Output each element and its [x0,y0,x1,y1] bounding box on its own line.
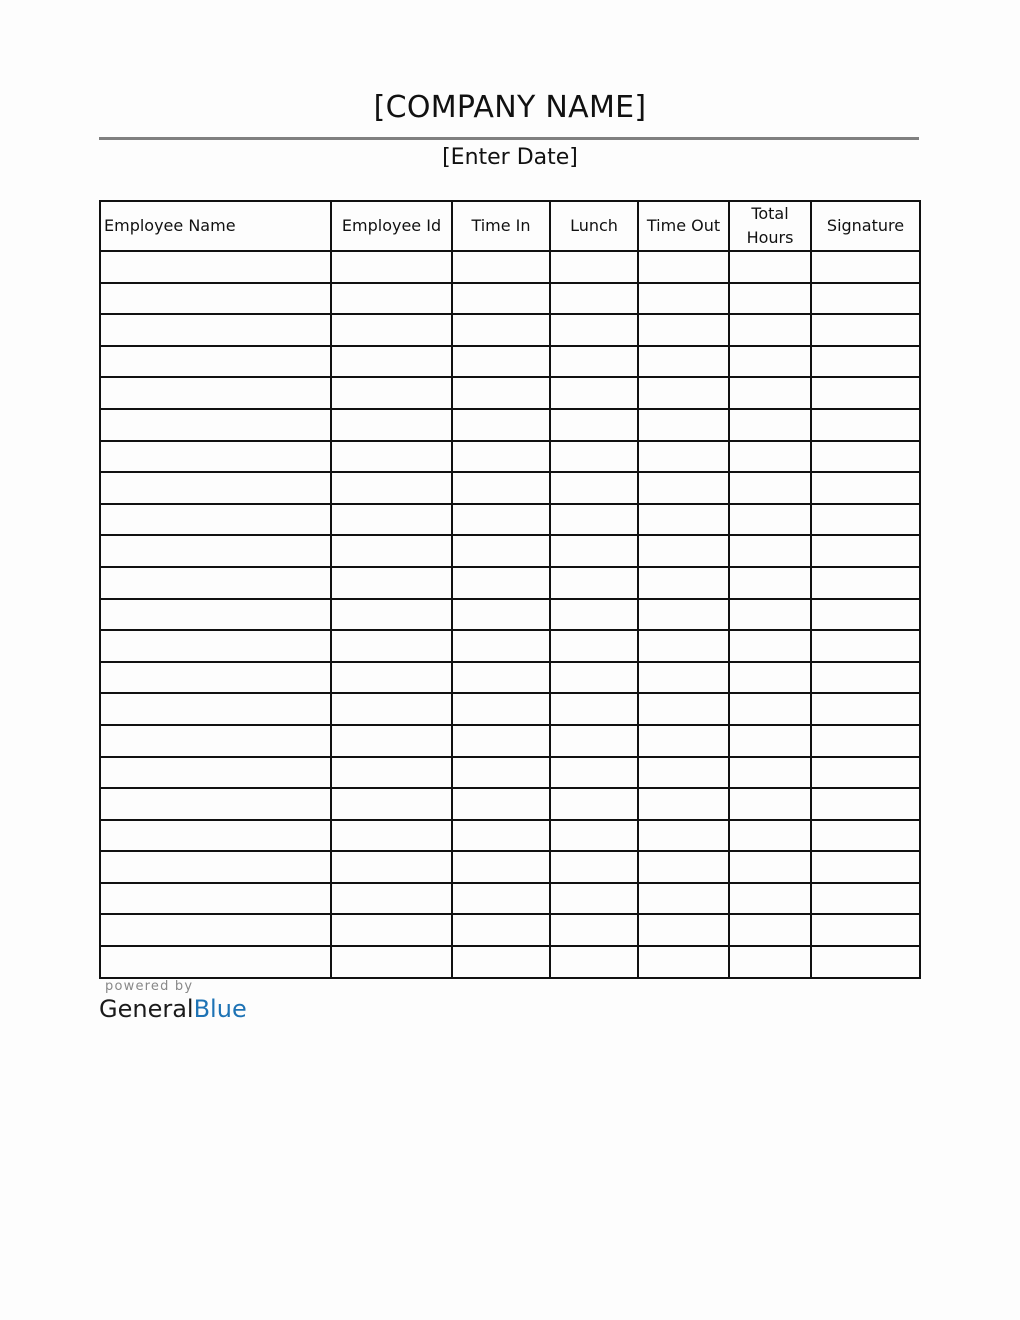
header-row [100,201,920,251]
cell-time-in[interactable] [452,346,550,378]
cell-employee-id[interactable] [331,409,452,441]
cell-time-out[interactable] [638,630,729,662]
cell-lunch[interactable] [550,441,638,473]
company-name: [COMPANY NAME] [373,90,647,125]
cell-employee-id[interactable] [331,472,452,504]
cell-total-hours[interactable] [729,946,811,978]
table-row [100,820,920,852]
cell-total-hours[interactable] [729,725,811,757]
cell-lunch[interactable] [550,757,638,789]
cell-time-out[interactable] [638,914,729,946]
table-row [100,599,920,631]
cell-employee-id[interactable] [331,377,452,409]
cell-lunch[interactable] [550,314,638,346]
cell-time-in[interactable] [452,757,550,789]
cell-signature[interactable] [811,820,920,852]
cell-employee-name[interactable] [100,409,331,441]
cell-time-out[interactable] [638,346,729,378]
cell-employee-id[interactable] [331,693,452,725]
cell-time-out[interactable] [638,314,729,346]
cell-time-out[interactable] [638,283,729,315]
cell-employee-id[interactable] [331,314,452,346]
cell-time-in[interactable] [452,662,550,694]
cell-employee-id[interactable] [331,851,452,883]
brand-general-text: General [99,995,194,1023]
date-field[interactable]: [Enter Date] [442,145,578,170]
cell-employee-id[interactable] [331,662,452,694]
cell-signature[interactable] [811,409,920,441]
cell-signature[interactable] [811,314,920,346]
cell-lunch[interactable] [550,251,638,283]
cell-total-hours[interactable] [729,251,811,283]
cell-signature[interactable] [811,441,920,473]
cell-time-out[interactable] [638,788,729,820]
cell-signature[interactable] [811,630,920,662]
cell-employee-name[interactable] [100,662,331,694]
cell-employee-name[interactable] [100,377,331,409]
cell-time-in[interactable] [452,725,550,757]
cell-time-in[interactable] [452,567,550,599]
cell-total-hours[interactable] [729,662,811,694]
cell-employee-id[interactable] [331,441,452,473]
cell-total-hours[interactable] [729,757,811,789]
cell-time-out[interactable] [638,662,729,694]
column-header-lunch: Lunch [550,201,638,251]
cell-employee-name[interactable] [100,820,331,852]
cell-signature[interactable] [811,788,920,820]
cell-signature[interactable] [811,251,920,283]
cell-time-in[interactable] [452,314,550,346]
table-row [100,409,920,441]
cell-signature[interactable] [811,567,920,599]
cell-employee-name[interactable] [100,630,331,662]
column-header-employee-id: Employee Id [331,201,452,251]
brand-blue-text: Blue [193,995,247,1023]
cell-lunch[interactable] [550,725,638,757]
cell-employee-name[interactable] [100,441,331,473]
cell-employee-name[interactable] [100,914,331,946]
cell-time-in[interactable] [452,914,550,946]
cell-time-out[interactable] [638,851,729,883]
cell-employee-name[interactable] [100,504,331,536]
cell-employee-name[interactable] [100,788,331,820]
cell-time-out[interactable] [638,599,729,631]
cell-employee-name[interactable] [100,693,331,725]
cell-lunch[interactable] [550,788,638,820]
cell-lunch[interactable] [550,409,638,441]
cell-employee-name[interactable] [100,346,331,378]
cell-time-in[interactable] [452,441,550,473]
cell-signature[interactable] [811,504,920,536]
cell-time-in[interactable] [452,599,550,631]
cell-time-out[interactable] [638,377,729,409]
cell-time-out[interactable] [638,535,729,567]
cell-signature[interactable] [811,599,920,631]
cell-lunch[interactable] [550,283,638,315]
table-row [100,757,920,789]
table-row [100,946,920,978]
cell-total-hours[interactable] [729,472,811,504]
cell-signature[interactable] [811,946,920,978]
cell-employee-id[interactable] [331,535,452,567]
cell-time-out[interactable] [638,757,729,789]
table-row [100,535,920,567]
cell-signature[interactable] [811,377,920,409]
cell-signature[interactable] [811,662,920,694]
cell-total-hours[interactable] [729,599,811,631]
cell-employee-id[interactable] [331,757,452,789]
column-header-time-out: Time Out [638,201,729,251]
cell-time-in[interactable] [452,820,550,852]
table-row [100,441,920,473]
column-header-signature: Signature [811,201,920,251]
cell-employee-name[interactable] [100,757,331,789]
cell-lunch[interactable] [550,693,638,725]
cell-time-in[interactable] [452,851,550,883]
cell-employee-name[interactable] [100,251,331,283]
cell-total-hours[interactable] [729,788,811,820]
cell-time-in[interactable] [452,788,550,820]
cell-signature[interactable] [811,851,920,883]
column-header-time-in: Time In [452,201,550,251]
cell-employee-name[interactable] [100,283,331,315]
cell-employee-id[interactable] [331,946,452,978]
cell-total-hours[interactable] [729,346,811,378]
table-row [100,662,920,694]
cell-lunch[interactable] [550,504,638,536]
cell-employee-id[interactable] [331,788,452,820]
table-row [100,693,920,725]
cell-employee-id[interactable] [331,283,452,315]
cell-employee-name[interactable] [100,535,331,567]
cell-employee-id[interactable] [331,725,452,757]
cell-time-in[interactable] [452,409,550,441]
table-row [100,914,920,946]
timesheet-body [100,251,920,978]
cell-total-hours[interactable] [729,504,811,536]
cell-time-in[interactable] [452,630,550,662]
table-row [100,788,920,820]
cell-time-out[interactable] [638,883,729,915]
cell-time-out[interactable] [638,409,729,441]
cell-time-out[interactable] [638,567,729,599]
table-row [100,251,920,283]
cell-lunch[interactable] [550,377,638,409]
cell-employee-name[interactable] [100,599,331,631]
cell-lunch[interactable] [550,820,638,852]
brand-wordmark [99,994,299,1024]
cell-time-in[interactable] [452,693,550,725]
cell-signature[interactable] [811,725,920,757]
cell-signature[interactable] [811,883,920,915]
cell-employee-name[interactable] [100,851,331,883]
cell-employee-id[interactable] [331,504,452,536]
cell-total-hours[interactable] [729,630,811,662]
cell-time-in[interactable] [452,472,550,504]
table-row [100,346,920,378]
cell-total-hours[interactable] [729,377,811,409]
cell-lunch[interactable] [550,662,638,694]
cell-time-out[interactable] [638,251,729,283]
table-row [100,567,920,599]
cell-lunch[interactable] [550,472,638,504]
table-row [100,630,920,662]
cell-total-hours[interactable] [729,283,811,315]
cell-signature[interactable] [811,693,920,725]
title-divider [99,137,919,140]
cell-time-out[interactable] [638,946,729,978]
table-row [100,283,920,315]
cell-total-hours[interactable] [729,314,811,346]
cell-time-out[interactable] [638,504,729,536]
cell-total-hours[interactable] [729,567,811,599]
cell-time-out[interactable] [638,820,729,852]
cell-total-hours[interactable] [729,914,811,946]
cell-time-out[interactable] [638,472,729,504]
column-header-employee-name: Employee Name [100,201,331,251]
table-row [100,377,920,409]
cell-employee-id[interactable] [331,251,452,283]
cell-signature[interactable] [811,914,920,946]
cell-signature[interactable] [811,283,920,315]
cell-total-hours[interactable] [729,820,811,852]
cell-lunch[interactable] [550,851,638,883]
cell-employee-name[interactable] [100,314,331,346]
cell-employee-id[interactable] [331,820,452,852]
cell-employee-id[interactable] [331,883,452,915]
table-row [100,504,920,536]
cell-lunch[interactable] [550,946,638,978]
timesheet-table [99,200,921,979]
cell-employee-id[interactable] [331,630,452,662]
cell-signature[interactable] [811,535,920,567]
cell-signature[interactable] [811,346,920,378]
cell-lunch[interactable] [550,914,638,946]
cell-time-out[interactable] [638,725,729,757]
cell-employee-id[interactable] [331,346,452,378]
cell-employee-name[interactable] [100,946,331,978]
table-row [100,314,920,346]
cell-employee-name[interactable] [100,883,331,915]
cell-employee-id[interactable] [331,567,452,599]
cell-signature[interactable] [811,472,920,504]
cell-lunch[interactable] [550,599,638,631]
cell-lunch[interactable] [550,883,638,915]
cell-employee-name[interactable] [100,567,331,599]
cell-time-in[interactable] [452,883,550,915]
cell-employee-name[interactable] [100,472,331,504]
cell-total-hours[interactable] [729,441,811,473]
table-row [100,851,920,883]
cell-time-in[interactable] [452,283,550,315]
cell-time-in[interactable] [452,535,550,567]
cell-time-in[interactable] [452,504,550,536]
cell-total-hours[interactable] [729,883,811,915]
cell-lunch[interactable] [550,567,638,599]
table-row [100,883,920,915]
cell-employee-id[interactable] [331,914,452,946]
cell-employee-id[interactable] [331,599,452,631]
table-row [100,725,920,757]
cell-total-hours[interactable] [729,693,811,725]
cell-time-in[interactable] [452,251,550,283]
column-header-total-hours-label: Total Hours [746,204,794,247]
cell-lunch[interactable] [550,630,638,662]
cell-employee-name[interactable] [100,725,331,757]
cell-time-in[interactable] [452,946,550,978]
table-row [100,472,920,504]
cell-lunch[interactable] [550,346,638,378]
cell-lunch[interactable] [550,535,638,567]
cell-total-hours[interactable] [729,409,811,441]
cell-time-out[interactable] [638,441,729,473]
cell-time-in[interactable] [452,377,550,409]
cell-total-hours[interactable] [729,535,811,567]
cell-total-hours[interactable] [729,851,811,883]
column-header-total-hours [729,201,811,251]
cell-signature[interactable] [811,757,920,789]
powered-by-text: powered by [105,979,194,994]
brand-logo [99,978,299,1024]
cell-time-out[interactable] [638,693,729,725]
